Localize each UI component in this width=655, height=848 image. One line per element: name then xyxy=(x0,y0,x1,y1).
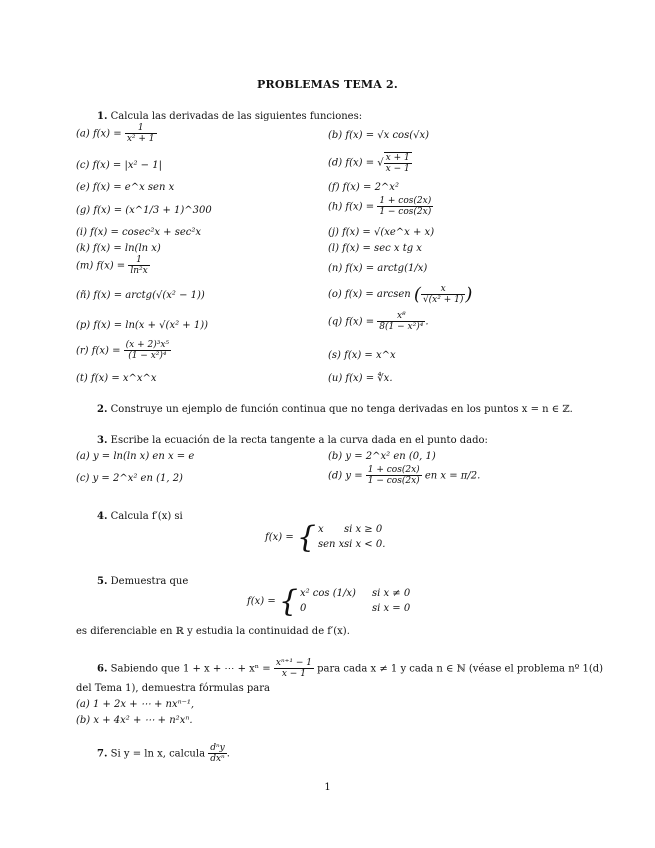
fraction: $\frac{\text{dⁿy}}{\text{dxⁿ}}$ xyxy=(210,743,225,764)
problem-number: 2. xyxy=(97,404,108,415)
page-number: 1 xyxy=(324,782,331,793)
item-1j: (j) f(x) = √(xe^x + x) xyxy=(328,227,435,238)
fraction: $\frac{\text{xⁿ⁺¹ − 1}}{x - 1}$ xyxy=(275,658,312,679)
problem-text: Calcula f′(x) si xyxy=(110,511,183,522)
item-1k: (k) f(x) = ln(ln x) xyxy=(76,243,161,254)
item-1h xyxy=(328,197,433,217)
item-1b: (b) f(x) = √x cos(√x) xyxy=(328,130,430,141)
item-1o: (o) f(x) = arcsen ( $\frac{x}{\text{√(x² + 1)}}$ ) xyxy=(328,283,473,305)
item-1g: (g) f(x) = (x^1/3 + 1)^300 xyxy=(76,205,212,216)
item-1q: (q) f(x) = $\frac{\text{x⁸}}{\text{8(1 − x²)⁴}}$ . xyxy=(328,311,429,332)
case-condition: si x < 0. xyxy=(343,538,386,550)
item-6b: (b) x + 4x² + ⋯ + n²xⁿ. xyxy=(76,715,193,726)
problem-6-line2: del Tema 1), demuestra fórmulas para xyxy=(76,683,270,694)
piecewise-4 xyxy=(265,519,386,555)
problem-5-heading xyxy=(97,576,188,587)
item-1t: (t) f(x) = x^x^x xyxy=(76,373,157,384)
case-condition: si x = 0 xyxy=(371,602,411,614)
case-value: x xyxy=(317,524,324,535)
function-lhs: f(x) = xyxy=(265,532,294,543)
item-3c: (c) y = 2^x² en (1, 2) xyxy=(76,473,183,484)
item-label: (r) f(x) = xyxy=(76,345,121,357)
brace: { xyxy=(296,519,316,555)
item-suffix: en x = π/2. xyxy=(424,470,481,482)
item-3d xyxy=(328,466,480,486)
problem-number: 5. xyxy=(97,576,108,587)
case-value: 0 xyxy=(299,602,307,614)
problem-number: 1. xyxy=(97,111,108,122)
item-3b: (b) y = 2^x² en (0, 1) xyxy=(328,451,436,462)
fraction: $\frac{1}{\text{x² + 1}}$ xyxy=(126,123,155,144)
item-1c: (c) f(x) = |x² − 1| xyxy=(76,160,162,171)
case-value: x² cos (1/x) xyxy=(299,588,356,599)
item-3a: (a) y = ln(ln x) en x = e xyxy=(76,451,195,462)
problem-number: 6. xyxy=(97,663,108,675)
item-1l: (l) f(x) = sec x tg x xyxy=(328,243,422,254)
problem-4-heading xyxy=(97,511,183,522)
item-label: (h) f(x) = xyxy=(328,201,375,213)
item-1f: (f) f(x) = 2^x² xyxy=(328,182,399,193)
item-1d xyxy=(328,152,412,174)
case-condition: si x ≠ 0 xyxy=(371,588,411,599)
problem-text-cont: para cada x ≠ 1 y cada n ∈ ℕ (véase el problema nº 1(d) xyxy=(317,663,604,675)
problem-number: 4. xyxy=(97,511,108,522)
case-condition: si x ≥ 0 xyxy=(343,524,383,535)
item-1a xyxy=(76,124,157,144)
period: . xyxy=(226,748,230,760)
problem-text: Demuestra que xyxy=(110,576,189,587)
fraction: $\frac{\text{(x + 2)³x⁵}}{\text{(1 − x²)⁴}}$ xyxy=(125,340,170,361)
item-1s: (s) f(x) = x^x xyxy=(328,350,396,361)
item-1p: (p) f(x) = ln(x + √(x² + 1)) xyxy=(76,320,209,331)
item-1e: (e) f(x) = e^x sen x xyxy=(76,182,175,193)
problem-7 xyxy=(97,744,230,764)
fraction: $\frac{1 + \cos(2x)}{1 - \cos(2x)}$ xyxy=(367,465,420,486)
problem-number: 7. xyxy=(97,748,108,760)
page-title: PROBLEMAS TEMA 2. xyxy=(257,78,398,91)
item-label: (m) f(x) = xyxy=(76,260,126,272)
item-label: (d) f(x) = √ xyxy=(328,157,384,169)
problem-6-line1 xyxy=(97,659,603,679)
fraction: $\frac{x}{\text{√(x² + 1)}}$ xyxy=(422,283,464,305)
problem-2 xyxy=(97,404,573,415)
problem-text: Escribe la ecuación de la recta tangente a la curva dada en el punto dado: xyxy=(110,435,488,446)
brace: { xyxy=(278,583,298,619)
item-label: (d) y = xyxy=(328,470,363,482)
item-1ñ: (ñ) f(x) = arctg(√(x² − 1)) xyxy=(76,290,205,301)
item-1r xyxy=(76,341,171,361)
problem-text: Construye un ejemplo de función continua que no tenga derivadas en los puntos x = n ∈ ℤ. xyxy=(110,404,573,415)
function-lhs: f(x) = xyxy=(247,596,276,607)
problem-text: Si y = ln x, calcula xyxy=(110,748,206,760)
item-1u: (u) f(x) = ∜x. xyxy=(328,373,393,384)
item-label: (q) f(x) = xyxy=(328,316,375,328)
fraction: $\frac{1}{\text{ln²x}}$ xyxy=(130,255,148,276)
item-6a: (a) 1 + 2x + ⋯ + nxⁿ⁻¹, xyxy=(76,699,195,710)
item-label: (a) f(x) = xyxy=(76,128,122,140)
problem-number: 3. xyxy=(97,435,108,446)
piecewise-5 xyxy=(247,583,411,619)
problem-text: Sabiendo que 1 + x + ⋯ + xⁿ = xyxy=(110,663,271,675)
case-value: sen x xyxy=(317,538,345,550)
problem-5-after: es diferenciable en ℝ y estudia la continuidad de f′(x). xyxy=(76,626,350,637)
problem-1-heading xyxy=(97,111,362,122)
item-1i: (i) f(x) = cosec²x + sec²x xyxy=(76,227,202,238)
problem-text: Calcula las derivadas de las siguientes funciones: xyxy=(110,111,363,122)
fraction: $\frac{\text{x⁸}}{\text{8(1 − x²)⁴}}$ xyxy=(379,311,424,332)
item-label: (o) f(x) = arcsen xyxy=(328,289,411,300)
fraction: $\frac{x + 1}{x - 1}$ xyxy=(385,153,410,174)
problem-3-heading xyxy=(97,435,488,446)
item-1n: (n) f(x) = arctg(1/x) xyxy=(328,263,428,274)
fraction: $\frac{1 + \cos(2x)}{1 - \cos(2x)}$ xyxy=(379,196,432,217)
item-1m xyxy=(76,256,150,276)
